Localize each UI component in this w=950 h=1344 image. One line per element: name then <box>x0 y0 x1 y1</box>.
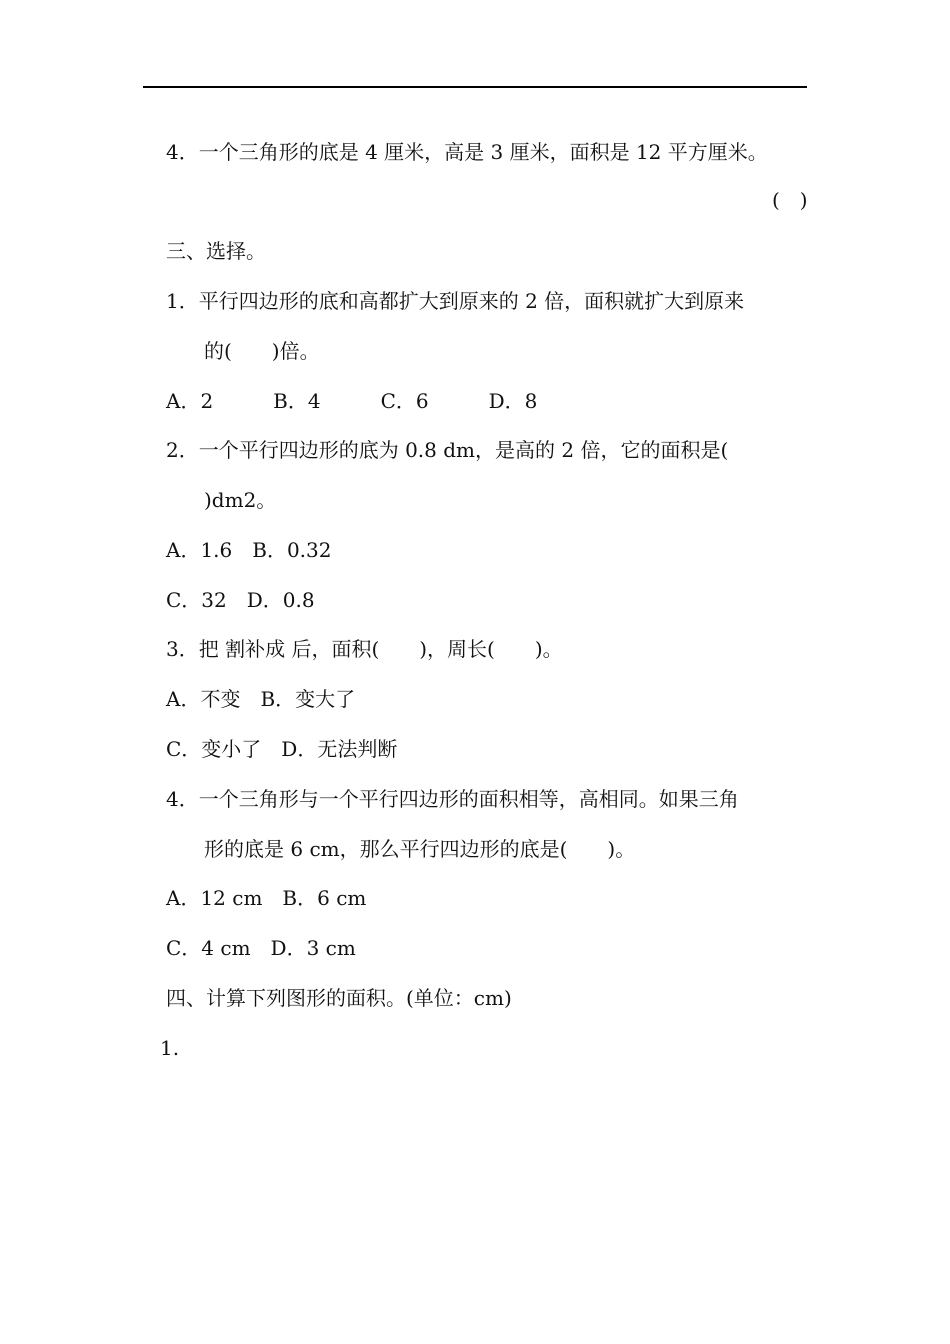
choice-question-4: 4．一个三角形与一个平行四边形的面积相等，高相同。如果三角 <box>166 787 739 811</box>
choice-question-4-options-cd: C．4 cm D．3 cm <box>166 936 356 960</box>
header-rule <box>143 86 807 88</box>
choice-question-4-options-ab: A．12 cm B．6 cm <box>166 886 367 910</box>
choice-question-1-continued: 的( )倍。 <box>204 339 320 363</box>
section-4-heading: 四、计算下列图形的面积。(单位：cm) <box>166 986 512 1010</box>
section-3-heading: 三、选择。 <box>166 239 266 263</box>
choice-question-4-continued: 形的底是 6 cm，那么平行四边形的底是( )。 <box>204 837 636 861</box>
choice-question-2-continued: )dm2。 <box>204 488 277 512</box>
calc-question-1-number: 1. <box>160 1036 180 1060</box>
choice-question-2-options-ab: A．1.6 B．0.32 <box>166 538 332 562</box>
choice-question-3: 3．把 割补成 后，面积( )，周长( )。 <box>166 637 563 661</box>
choice-question-1: 1．平行四边形的底和高都扩大到原来的 2 倍，面积就扩大到原来 <box>166 289 745 313</box>
choice-question-1-options: A．2 B．4 C．6 D．8 <box>166 389 538 413</box>
choice-question-3-options-ab: A．不变 B．变大了 <box>166 687 356 711</box>
choice-question-2: 2．一个平行四边形的底为 0.8 dm，是高的 2 倍，它的面积是( <box>166 438 729 462</box>
choice-question-3-options-cd: C．变小了 D．无法判断 <box>166 737 398 761</box>
question-4-true-false: 4．一个三角形的底是 4 厘米，高是 3 厘米，面积是 12 平方厘米。 <box>166 140 768 164</box>
choice-question-2-options-cd: C．32 D．0.8 <box>166 588 315 612</box>
answer-parentheses: ( ) <box>772 188 808 212</box>
